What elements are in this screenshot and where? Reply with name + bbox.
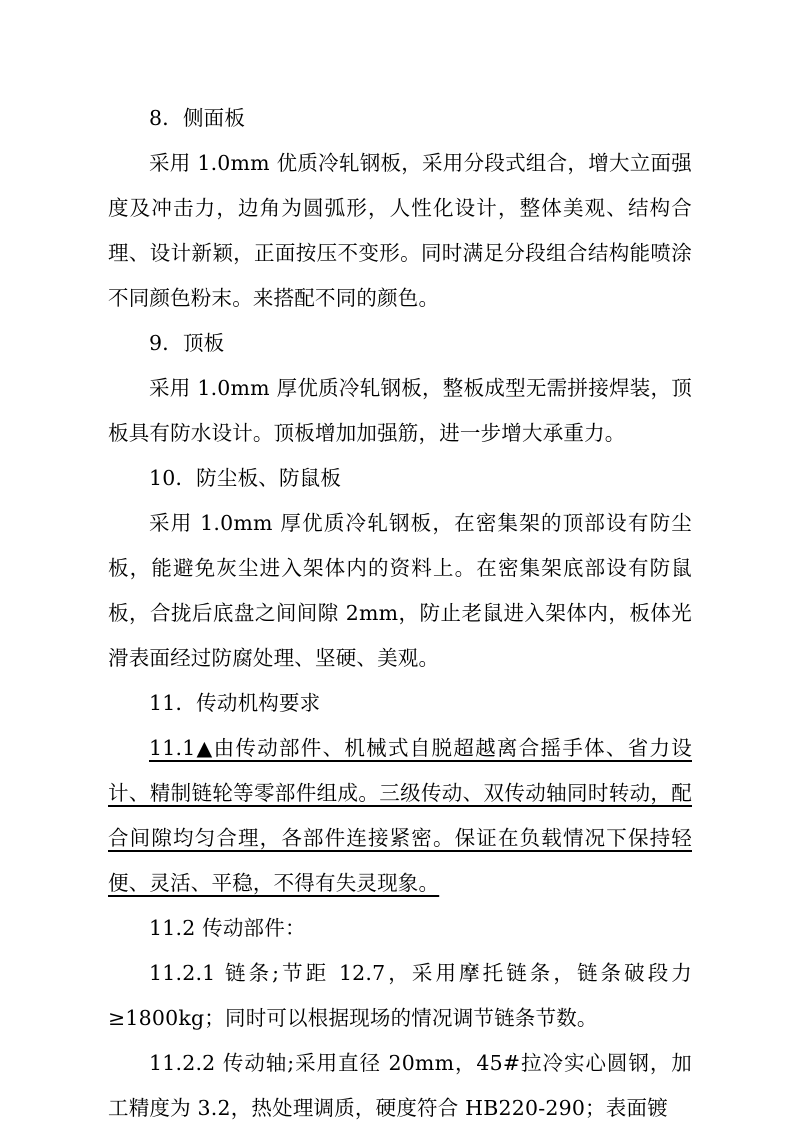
paragraph-body-10: 采用 1.0mm 厚优质冷轧钢板，在密集架的顶部设有防尘板，能避免灰尘进入架体内的资料上。在密集架底部设有防鼠板，合拢后底盘之间间隙 2mm，防止老鼠进入架体内，板体光滑表面经过防腐处理、坚硬、美观。 [108, 511, 692, 670]
paragraph-body-8: 采用 1.0mm 优质冷轧钢板，采用分段式组合，增大立面强度及冲击力，边角为圆弧形，人性化设计，整体美观、结构合理、设计新颖，正面按压不变形。同时满足分段组合结构能喷涂不同颜色粉末。来搭配不同的颜色。 [108, 151, 692, 310]
paragraph-heading-10: 10．防尘板、防鼠板 [149, 466, 342, 490]
paragraph-body-11-2-2: 11.2.2 传动轴;采用直径 20mm，45#拉冷实心圆钢，加工精度为 3.2，热处理调质，硬度符合 HB220-290；表面镀 [108, 1051, 692, 1120]
paragraph-body-11-2-1: 11.2.1 链条;节距 12.7，采用摩托链条，链条破段力≥1800kg；同时可以根据现场的情况调节链条节数。 [108, 961, 692, 1030]
paragraph-body-11-1: 11.1▲由传动部件、机械式自脱超越离合摇手体、省力设计、精制链轮等零部件组成。三级传动、双传动轴同时转动，配合间隙均匀合理，各部件连接紧密。保证在负载情况下保持轻便、灵活、平稳，不得有失灵现象。 [108, 736, 692, 895]
paragraph-body-9: 采用 1.0mm 厚优质冷轧钢板，整板成型无需拼接焊装，顶板具有防水设计。顶板增加加强筋，进一步增大承重力。 [108, 376, 692, 445]
paragraph-heading-11: 11．传动机构要求 [149, 691, 321, 715]
paragraph-heading-9: 9．顶板 [149, 331, 225, 355]
paragraph-body-11-2: 11.2 传动部件： [149, 916, 306, 940]
document-body [108, 96, 692, 1131]
paragraph-heading-8: 8．侧面板 [149, 106, 246, 130]
